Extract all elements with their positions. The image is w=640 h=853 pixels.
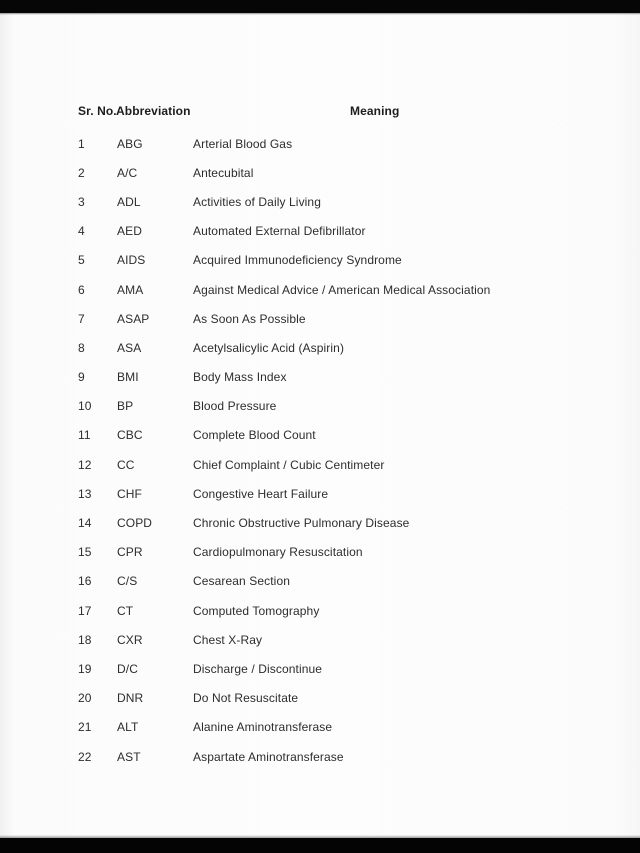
sr-no: 15 xyxy=(78,545,92,560)
sr-no: 13 xyxy=(78,486,92,501)
abbreviation: ADL xyxy=(117,194,141,209)
sr-no: 9 xyxy=(78,370,85,385)
sr-no: 2 xyxy=(78,165,85,180)
sr-no: 20 xyxy=(78,691,92,706)
abbreviation: ASAP xyxy=(117,311,150,326)
abbreviation: BMI xyxy=(117,370,139,385)
meaning: Congestive Heart Failure xyxy=(193,486,329,501)
letterbox-top-bar xyxy=(0,0,640,13)
table-row xyxy=(78,304,598,333)
meaning: Cesarean Section xyxy=(193,574,290,589)
sr-no: 22 xyxy=(78,749,92,764)
meaning: Alanine Aminotransferase xyxy=(193,720,333,735)
meaning: Antecubital xyxy=(193,165,254,180)
abbreviation: CT xyxy=(117,603,134,618)
sr-no: 6 xyxy=(78,282,85,297)
table-row xyxy=(78,538,598,567)
table-row xyxy=(78,217,598,246)
table-row xyxy=(78,508,598,537)
table-row xyxy=(78,275,598,304)
abbreviation: CBC xyxy=(117,428,143,443)
meaning: Acquired Immunodeficiency Syndrome xyxy=(193,253,402,268)
abbreviation: ABG xyxy=(117,136,143,151)
abbreviation: ASA xyxy=(117,340,142,355)
meaning: Cardiopulmonary Resuscitation xyxy=(193,545,363,560)
meaning: Chest X-Ray xyxy=(193,632,263,647)
sr-no: 5 xyxy=(78,253,85,268)
table-row xyxy=(78,654,598,683)
meaning: Discharge / Discontinue xyxy=(193,661,323,676)
sr-no: 18 xyxy=(78,632,92,647)
sr-no: 1 xyxy=(78,136,85,151)
abbreviation: CPR xyxy=(117,545,143,560)
table-row xyxy=(78,684,598,713)
sr-no: 4 xyxy=(78,224,85,239)
abbreviation: COPD xyxy=(117,516,153,531)
table-row xyxy=(78,596,598,625)
table-row xyxy=(78,625,598,654)
meaning: Body Mass Index xyxy=(193,370,287,385)
header-abbreviation: Abbreviation xyxy=(116,104,191,118)
table-row xyxy=(78,567,598,596)
table-row xyxy=(78,158,598,187)
table-row xyxy=(78,129,598,158)
meaning: Against Medical Advice / American Medical Association xyxy=(193,282,491,297)
meaning: Chronic Obstructive Pulmonary Disease xyxy=(193,516,410,531)
sr-no: 10 xyxy=(78,399,92,414)
table-row xyxy=(78,450,598,479)
header-meaning: Meaning xyxy=(350,104,400,118)
abbreviation: AST xyxy=(117,749,141,764)
meaning: Do Not Resuscitate xyxy=(193,691,299,706)
abbreviation: A/C xyxy=(117,165,138,180)
meaning: Computed Tomography xyxy=(193,603,320,618)
table-row xyxy=(78,479,598,508)
table-row xyxy=(78,246,598,275)
sr-no: 3 xyxy=(78,194,85,209)
meaning: Chief Complaint / Cubic Centimeter xyxy=(193,457,385,472)
table-row xyxy=(78,187,598,216)
table-row xyxy=(78,392,598,421)
abbreviation: CHF xyxy=(117,486,142,501)
meaning: Blood Pressure xyxy=(193,399,277,414)
abbreviations-table xyxy=(78,129,598,771)
document-page xyxy=(0,13,640,838)
abbreviation: BP xyxy=(117,399,134,414)
abbreviation: CXR xyxy=(117,632,143,647)
abbreviation: DNR xyxy=(117,691,144,706)
meaning: Automated External Defibrillator xyxy=(193,224,366,239)
sr-no: 16 xyxy=(78,574,92,589)
abbreviation: ALT xyxy=(117,720,139,735)
table-row xyxy=(78,363,598,392)
header-sr-no: Sr. No. xyxy=(78,104,117,118)
abbreviation: C/S xyxy=(117,574,138,589)
sr-no: 11 xyxy=(78,428,91,443)
table-row xyxy=(78,742,598,771)
letterbox-bottom-bar xyxy=(0,838,640,853)
meaning: Arterial Blood Gas xyxy=(193,136,293,151)
table-row xyxy=(78,421,598,450)
abbreviation: AIDS xyxy=(117,253,146,268)
sr-no: 7 xyxy=(78,311,85,326)
abbreviation: AMA xyxy=(117,282,144,297)
meaning: Complete Blood Count xyxy=(193,428,316,443)
table-row xyxy=(78,333,598,362)
abbreviation: CC xyxy=(117,457,135,472)
sr-no: 14 xyxy=(78,516,92,531)
sr-no: 17 xyxy=(78,603,92,618)
sr-no: 21 xyxy=(78,720,92,735)
sr-no: 8 xyxy=(78,340,85,355)
meaning: As Soon As Possible xyxy=(193,311,306,326)
abbreviation: D/C xyxy=(117,661,138,676)
table-row xyxy=(78,713,598,742)
meaning: Activities of Daily Living xyxy=(193,194,321,209)
meaning: Acetylsalicylic Acid (Aspirin) xyxy=(193,340,345,355)
sr-no: 19 xyxy=(78,661,92,676)
meaning: Aspartate Aminotransferase xyxy=(193,749,344,764)
sr-no: 12 xyxy=(78,457,92,472)
abbreviation: AED xyxy=(117,224,142,239)
